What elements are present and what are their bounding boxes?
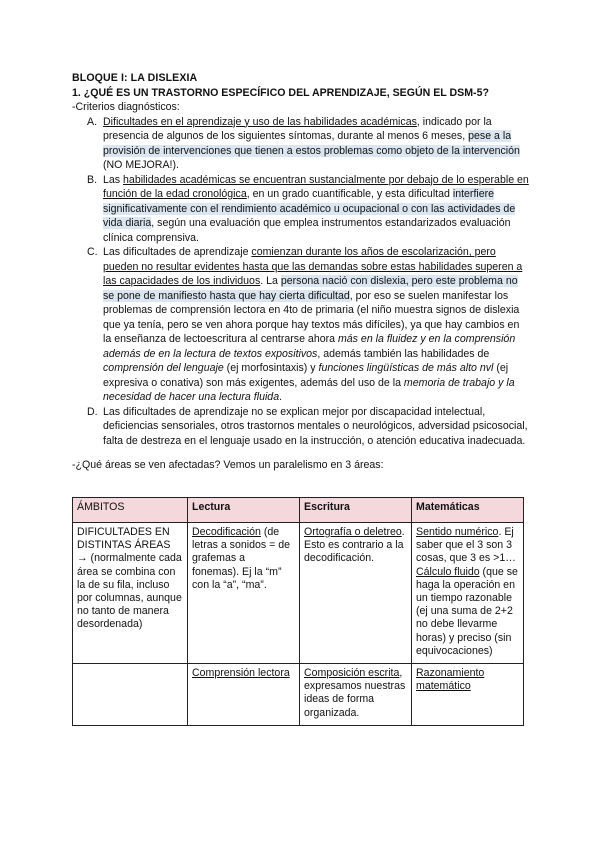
cell-text: . Ej saber que el 3 son 3 cosas, que 3 es >1… <box>416 526 516 565</box>
list-marker: D. <box>87 405 98 418</box>
criterion-d <box>72 405 530 449</box>
criterion-text: (NO MEJORA!). <box>103 159 179 171</box>
highlighted-text: interfiere significativamente con el rendimiento académico u ocupacional o con las actividades de vida diaria <box>103 188 516 229</box>
cell-matematicas <box>412 523 524 664</box>
cell-lectura <box>188 523 300 664</box>
cell-text: (de letras a sonidos = de grafemas a fonemas). Ej la “m” con la “a”, “ma”. <box>192 526 291 591</box>
cell-term: Cálculo fluido <box>416 565 480 578</box>
criterion-text: , según una evaluación que emplea instrumentos estandarizados evaluación clínica comprensiva. <box>103 217 511 244</box>
table-row <box>73 523 524 664</box>
cell-escritura <box>300 664 412 726</box>
italic-text: funciones lingüísticas de más alto nvl <box>318 362 494 374</box>
cell-term: Ortografía o deletreo <box>304 526 402 538</box>
italic-text: memoria de trabajo y la necesidad de hacer una lectura fluida <box>103 376 515 403</box>
cell-ambitos <box>73 664 188 726</box>
header-escritura: Escritura <box>300 498 412 523</box>
criterion-text: , además también las habilidades de <box>317 347 490 360</box>
section-heading: BLOQUE I: LA DISLEXIA <box>72 72 198 84</box>
criterion-text: , en un grado cuantificable, y esta dificultad <box>246 188 453 200</box>
criterion-a <box>72 115 530 173</box>
criterion-c <box>72 245 530 405</box>
table-header-row <box>73 498 524 523</box>
criterion-text: . La <box>260 275 281 287</box>
highlighted-text: persona nació con dislexia, pero este problema no se pone de manifiesto hasta que hay cierta dificultad <box>103 275 518 302</box>
criterion-text: habilidades académicas se encuentran sustancialmente por debajo de lo esperable en función de la edad cronológica <box>103 173 529 200</box>
cell-text: (que se haga la operación en un tiempo razonable (ej una suma de 2+2 no debe llevarme horas) y preciso (sin equivocaciones) <box>416 565 518 657</box>
header-ambitos: ÁMBITOS <box>73 498 188 523</box>
criterion-text: (ej morfosintaxis) y <box>223 362 319 374</box>
criterion-text: Las <box>103 173 124 186</box>
header-matematicas: Matemáticas <box>412 498 524 523</box>
cell-escritura <box>300 523 412 664</box>
list-marker: C. <box>87 246 98 258</box>
criterion-text: , por eso se suelen manifestar los problemas de comprensión lectora en 4to de primaria (el niño muestra signos de dislexia que ya tenía, pero se ven ahora porque hay textos más difíciles), ya que hay cambios en la enseñanza de lectoescritura al centrarse ahora <box>103 289 520 345</box>
cell-term: Decodificación <box>192 526 261 538</box>
criteria-list <box>72 115 530 449</box>
criterion-text: . <box>279 391 283 403</box>
criterion-b <box>72 173 530 246</box>
italic-text: comprensión del lenguaje <box>103 362 224 374</box>
cell-term: Sentido numérico <box>416 526 499 538</box>
criterion-text: Las dificultades de aprendizaje no se explican mejor por discapacidad intelectual, deficiencias sensoriales, otros trastornos mentales o neurológicos, adversidad psicosocial, falta de destreza en el lenguaje usado en la instrucción, o atención educativa inadecuada. <box>103 405 528 447</box>
italic-text: más en la fluidez y en la comprensión además de en la lectura de textos expositivos <box>103 333 516 360</box>
document-body <box>72 71 530 473</box>
cell-term: Composición escrita <box>304 667 400 680</box>
highlighted-text: pese a la provisión de intervenciones que tienen a estos problemas como objeto de la intervención <box>103 130 520 157</box>
criterion-text: Dificultades en el aprendizaje y uso de las habilidades académicas <box>103 115 417 128</box>
criterion-text: Las dificultades de aprendizaje <box>103 246 252 258</box>
areas-question: -¿Qué áreas se ven afectadas? Vemos un paralelismo en 3 áreas: <box>72 459 384 471</box>
criterion-text: (ej expresiva o conativa) son más exigentes, además del uso de la <box>103 362 509 389</box>
cell-lectura <box>188 664 300 726</box>
cell-ambitos: DIFICULTADES EN DISTINTAS ÁREAS → (normalmente cada área se combina con la de su fila, incluso por columnas, aunque no tanto de manera desordenada) <box>73 523 188 664</box>
criterion-text: , indicado por la presencia de algunos de los siguientes síntomas, durante al menos 6 meses, <box>103 115 492 142</box>
cell-term: Razonamiento matemático <box>416 667 485 693</box>
cell-text: . Esto es contrario a la decodificación. <box>304 526 405 565</box>
list-marker: B. <box>87 173 98 186</box>
criterion-text: comienzan durante los años de escolarización, pero pueden no resultar evidentes hasta que las demandas sobre estas habilidades superen a las capacidades de los individuos <box>103 246 523 287</box>
criteria-label: -Criterios diagnósticos: <box>72 101 180 113</box>
cell-term: Comprensión lectora <box>192 667 290 680</box>
cell-text: , expresamos nuestras ideas de forma organizada. <box>304 667 406 719</box>
areas-table <box>72 497 524 726</box>
list-marker: A. <box>87 115 98 128</box>
question-heading: 1. ¿QUÉ ES UN TRASTORNO ESPECÍFICO DEL APRENDIZAJE, SEGÚN EL DSM-5? <box>72 86 489 99</box>
cell-matematicas <box>412 664 524 726</box>
header-lectura: Lectura <box>188 498 300 523</box>
table-row <box>73 664 524 726</box>
